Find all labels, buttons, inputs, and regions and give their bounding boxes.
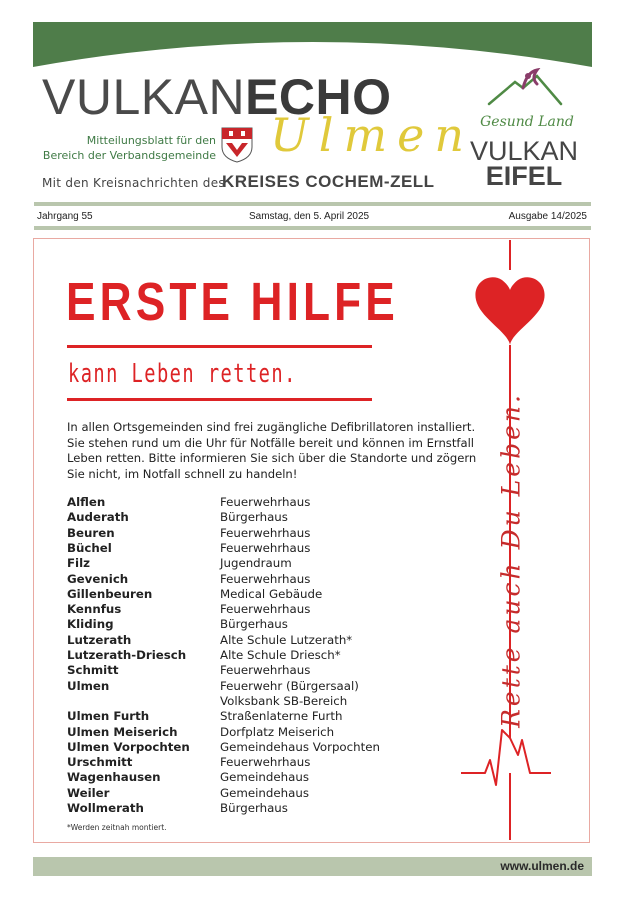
logo-line2: EIFEL [485,161,563,191]
coat-of-arms-icon [221,127,253,163]
location-site: Straßenlaterne Furth [220,709,343,724]
location-site: Feuerwehrhaus [220,663,311,678]
masthead-banner [33,22,592,67]
mountain-icon [487,68,563,108]
location-place: Ulmen Furth [67,709,150,724]
location-site: Feuerwehrhaus [220,540,311,555]
title-part-1: VULKAN [42,69,246,125]
masthead-subtitle: Mitteilungsblatt für den Bereich der Verbandsgemeinde [42,134,216,162]
location-site: Jugendraum [220,556,292,571]
table-row [67,648,407,663]
vulkaneifel-logo [459,66,589,194]
logo-script: Gesund Land [480,114,574,130]
location-site: Bürgerhaus [220,801,288,815]
location-place: Alflen [67,495,106,509]
poster-intro: In allen Ortsgemeinden sind frei zugängliche Defibrillatoren installiert. Sie stehen rund um die Uhr für Notfälle bereit und können im Ernstfall Leben retten. Bitte informieren Sie sich über die Standorte und zögern Sie nicht, im Notfall schnell zu handeln! [67,420,477,481]
poster-slogan: Rette auch Du Leben. [496,392,526,728]
heart-icon [475,277,544,345]
location-site: Dorfplatz Meiserich [220,724,335,739]
table-row [67,495,407,510]
table-row [67,617,407,632]
location-place: Ulmen Vorpochten [67,739,190,754]
location-place: Urschmitt [67,755,133,770]
table-row [67,786,407,801]
location-site: Feuerwehrhaus [220,602,311,617]
table-row [67,740,407,755]
location-place: Schmitt [67,663,119,678]
location-site: Bürgerhaus [220,617,288,632]
location-site: Feuerwehrhaus [220,495,311,509]
table-row [67,663,407,678]
table-row [67,633,407,648]
issue-date: Samstag, den 5. April 2025 [249,211,370,222]
issue-volume: Jahrgang 55 [37,211,93,222]
location-place: Wagenhausen [67,770,161,785]
location-place: Kennfus [67,602,122,617]
header-rule-top [34,202,591,206]
table-row [67,526,407,541]
header-rule-bottom [34,226,591,230]
location-site: Gemeindehaus [220,770,309,785]
location-site: Feuerwehr (Bürgersaal) [220,678,359,693]
location-place: Beuren [67,525,115,540]
location-place: Wollmerath [67,801,144,815]
location-site: Feuerwehrhaus [220,755,311,770]
location-place: Gevenich [67,571,129,586]
table-row [67,587,407,602]
location-place: Auderath [67,510,129,525]
table-row [67,541,407,556]
location-place: Kliding [67,617,114,632]
poster-footnote: *Werden zeitnah montiert. [67,823,167,832]
location-site: Gemeindehaus [220,785,309,800]
footer-url[interactable]: www.ulmen.de [500,859,584,873]
location-place: Lutzerath-Driesch [67,648,187,662]
location-site: Alte Schule Lutzerath* [220,632,353,647]
location-site: Alte Schule Driesch* [220,648,341,662]
kreis-prefix: Mit den Kreisnachrichten des [42,176,225,190]
location-site: Bürgerhaus [220,510,288,525]
location-site: Gemeindehaus Vorpochten [220,739,380,754]
location-place: Weiler [67,785,110,800]
location-site: Volksbank SB-Bereich [220,693,348,708]
table-row [67,602,407,617]
heading-underline [67,345,372,348]
location-place: Ulmen Meiserich [67,724,178,739]
logo-line1: VULKAN [469,136,579,166]
table-row [67,770,407,785]
table-row [67,694,407,709]
table-row [67,725,407,740]
table-row [67,510,407,525]
location-site: Feuerwehrhaus [220,525,311,540]
table-row [67,556,407,571]
kreis-name: KREISES COCHEM-ZELL [222,172,435,191]
ulmen-script: Ulmen [270,108,474,162]
poster-heading: ERSTE HILFE [66,272,399,332]
poster-subheading: kann Leben retten. [68,359,297,389]
title-part-2: ECHO [245,69,392,125]
subheading-underline [67,398,372,401]
table-row [67,709,407,724]
location-place: Ulmen [67,678,110,693]
table-row [67,801,407,816]
location-site: Medical Gebäude [220,586,323,601]
location-place: Lutzerath [67,632,132,647]
table-row [67,572,407,587]
location-place: Gillenbeuren [67,586,153,601]
table-row [67,679,407,694]
table-row [67,755,407,770]
issue-edition: Ausgabe 14/2025 [508,211,587,222]
location-site: Feuerwehrhaus [220,571,311,586]
location-place: Büchel [67,540,112,555]
location-place: Filz [67,556,91,571]
